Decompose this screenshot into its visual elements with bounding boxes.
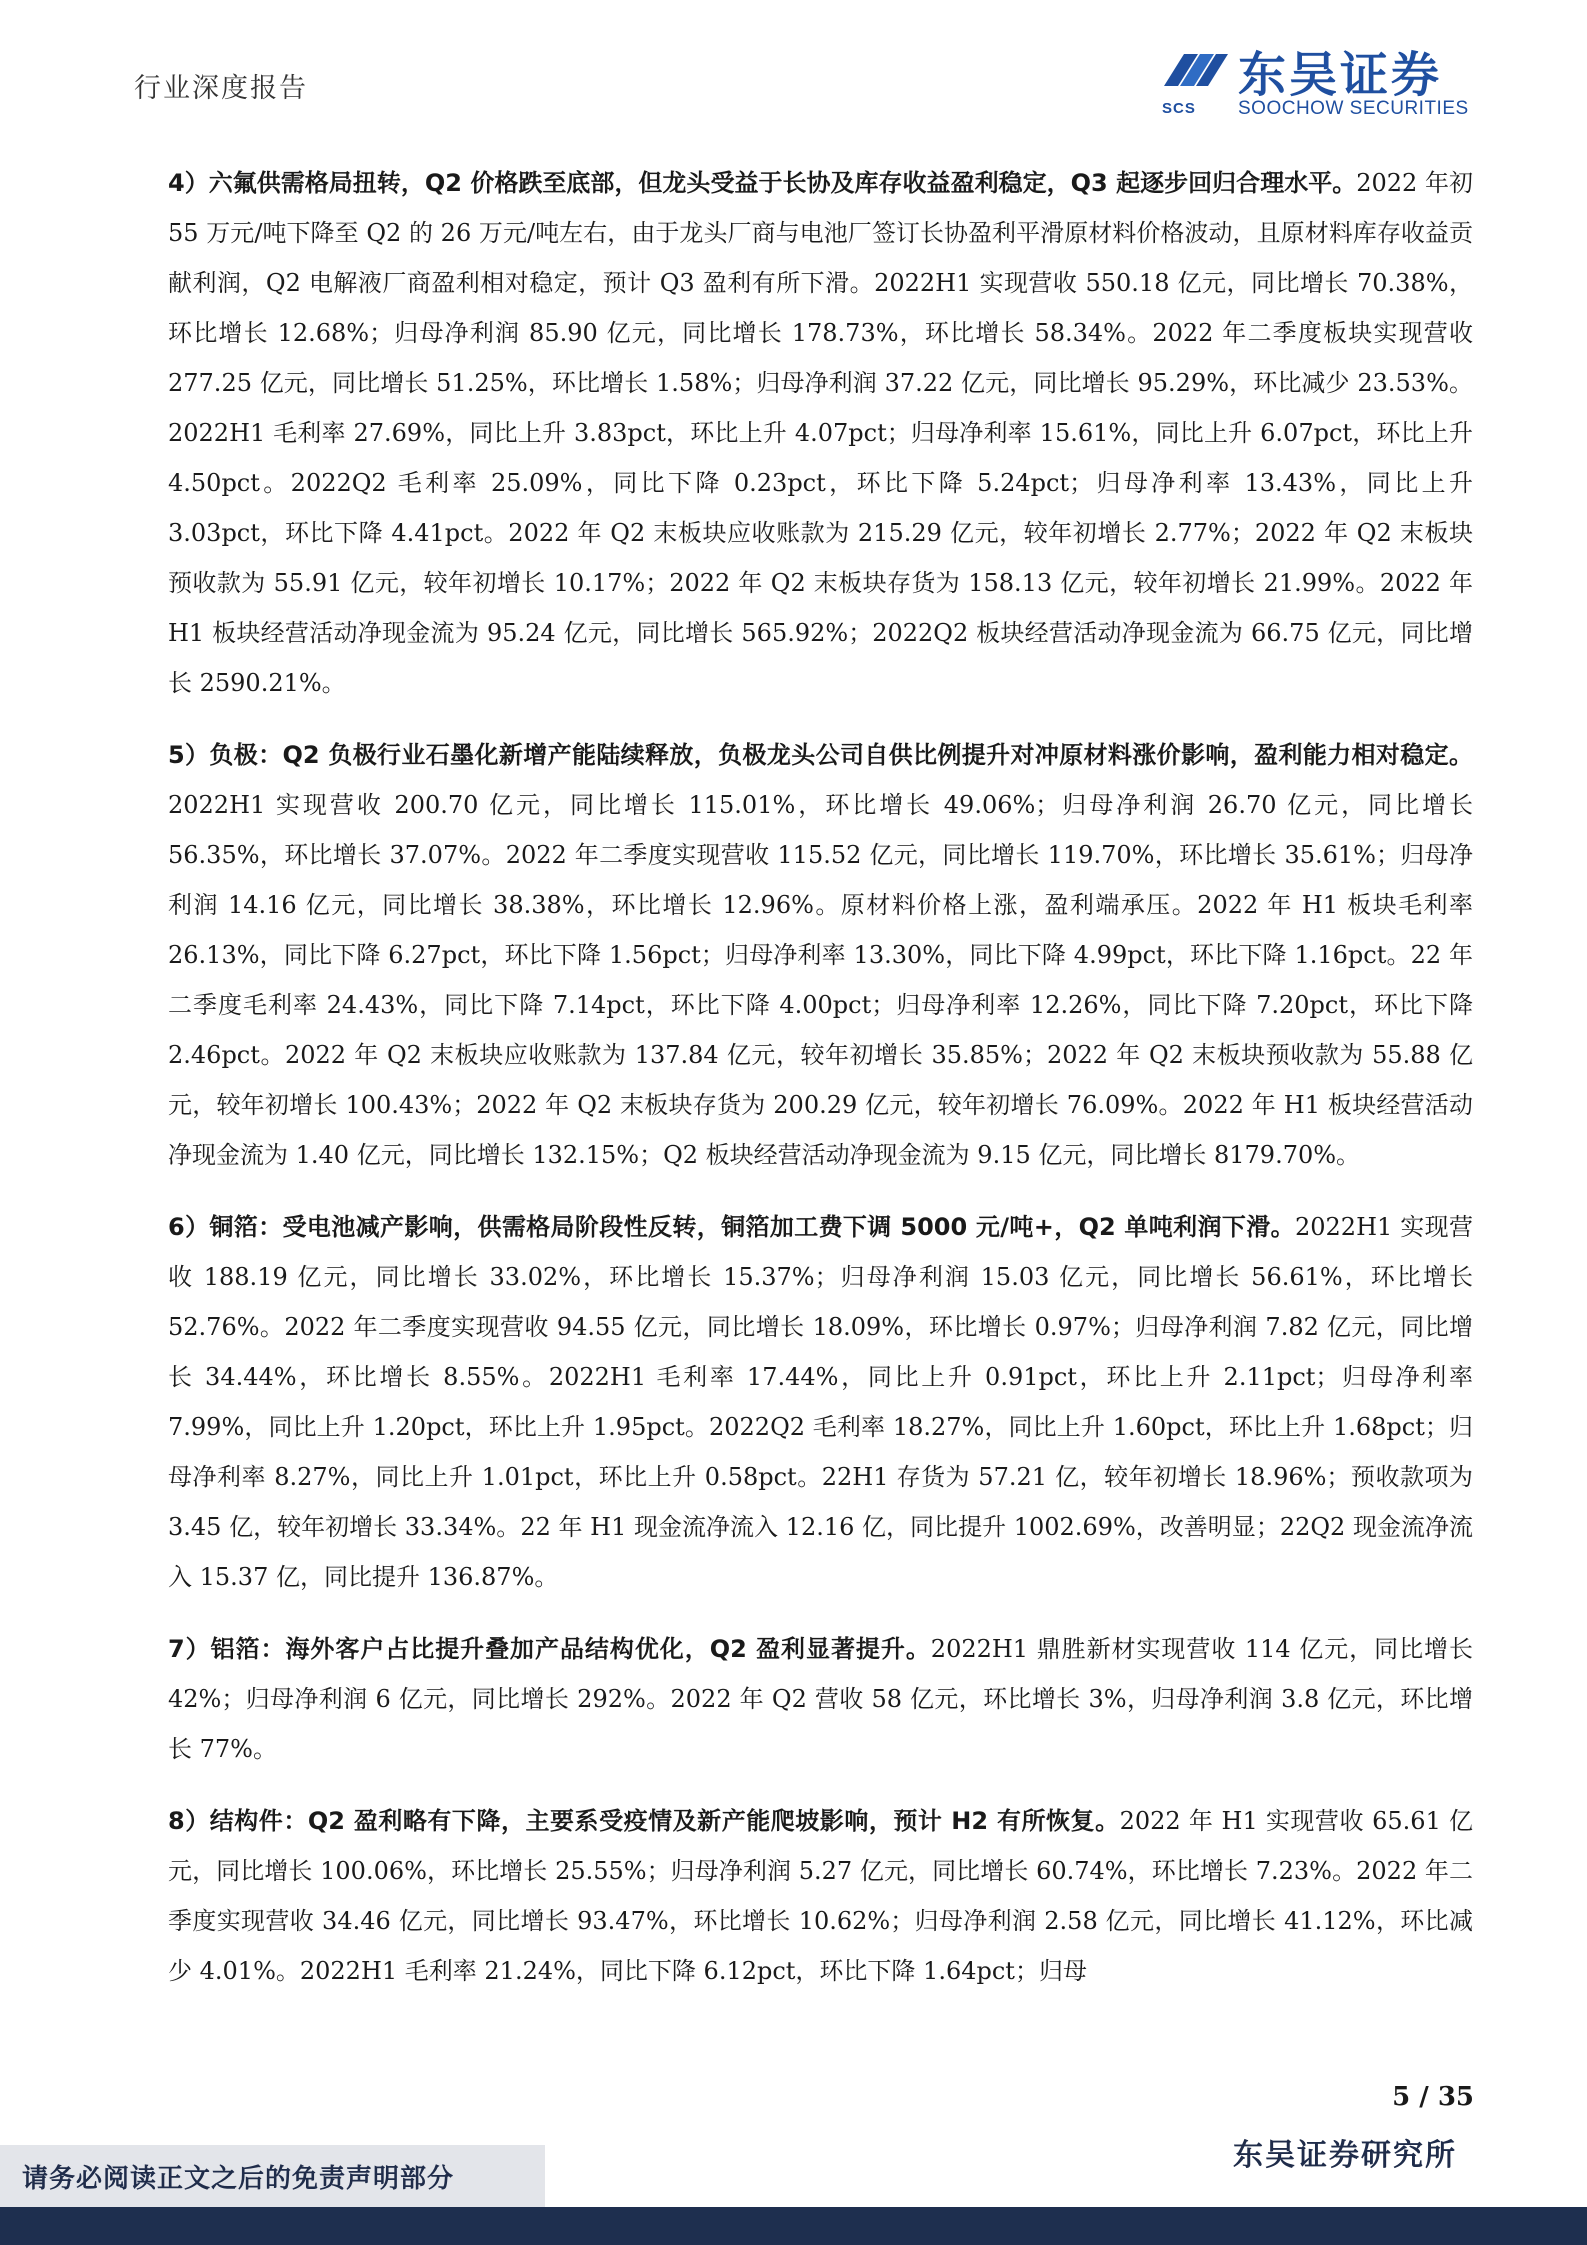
section-text: 2022 年 H1 实现营收 65.61 亿元，同比增长 100.06%，环比增长 25.55%；归母净利润 5.27 亿元，同比增长 60.74%，环比增长 7.23%。2022 年二季度实现营收 34.46 亿元，同比增长 93.47%，环比增长 10.62%；归母净利润 2.58 亿元，同比增长 41.12%，环比减少 4.01%。2022H1 毛利率 21.24%，同比下降 6.12pct，环比下降 1.64pct；归母 [168, 1807, 1473, 1985]
footer-bar [0, 2207, 1587, 2245]
disclaimer-note: 请务必阅读正文之后的免责声明部分 [22, 2164, 455, 2194]
section-heading: 5）负极：Q2 负极行业石墨化新增产能陆续释放，负极龙头公司自供比例提升对冲原材料涨价影响，盈利能力相对稳定。 [168, 741, 1473, 769]
scs-emblem-icon [1158, 46, 1232, 102]
company-logo [1158, 46, 1470, 126]
section-copper-foil [168, 1202, 1473, 1602]
page-number: 5 / 35 [1392, 2082, 1474, 2112]
institute-name: 东吴证券研究所 [1233, 2138, 1457, 2173]
section-anode [168, 730, 1473, 1180]
report-body [168, 158, 1473, 2018]
logo-chinese-name: 东吴证券 [1238, 47, 1443, 103]
logo-english-name: SOOCHOW SECURITIES [1238, 98, 1469, 119]
section-structural-parts [168, 1796, 1473, 1996]
section-text: 2022H1 鼎胜新材实现营收 114 亿元，同比增长 42%；归母净利润 6 亿元，同比增长 292%。2022 年 Q2 营收 58 亿元，环比增长 3%，归母净利润 3.8 亿元，环比增长 77%。 [168, 1635, 1473, 1763]
report-type-label: 行业深度报告 [134, 73, 308, 104]
section-text: 2022H1 实现营收 188.19 亿元，同比增长 33.02%，环比增长 15.37%；归母净利润 15.03 亿元，同比增长 56.61%，环比增长 52.76%。2022 年二季度实现营收 94.55 亿元，同比增长 18.09%，环比增长 0.97%；归母净利润 7.82 亿元，同比增长 34.44%，环比增长 8.55%。2022H1 毛利率 17.44%，同比上升 0.91pct，环比上升 2.11pct；归母净利率 7.99%，同比上升 1.20pct，环比上升 1.95pct。2022Q2 毛利率 18.27%，同比上升 1.60pct，环比上升 1.68pct；归母净利率 8.27%，同比上升 1.01pct，环比上升 0.58pct。22H1 存货为 57.21 亿，较年初增长 18.96%；预收款项为 3.45 亿，较年初增长 33.34%。22 年 H1 现金流净流入 12.16 亿，同比提升 1002.69%，改善明显；22Q2 现金流净流入 15.37 亿，同比提升 136.87%。 [168, 1213, 1474, 1591]
section-heading: 8）结构件：Q2 盈利略有下降，主要系受疫情及新产能爬坡影响，预计 H2 有所恢复。 [168, 1807, 1120, 1835]
logo-abbr: SCS [1162, 100, 1196, 117]
section-heading: 6）铜箔：受电池减产影响，供需格局阶段性反转，铜箔加工费下调 5000 元/吨+，Q2 单吨利润下滑。 [168, 1213, 1295, 1241]
section-text: 2022 年初 55 万元/吨下降至 Q2 的 26 万元/吨左右，由于龙头厂商与电池厂签订长协盈利平滑原材料价格波动，且原材料库存收益贡献利润，Q2 电解液厂商盈利相对稳定，预计 Q3 盈利有所下滑。2022H1 实现营收 550.18 亿元，同比增长 70.38%，环比增长 12.68%；归母净利润 85.90 亿元，同比增长 178.73%，环比增长 58.34%。2022 年二季度板块实现营收 277.25 亿元，同比增长 51.25%，环比增长 1.58%；归母净利润 37.22 亿元，同比增长 95.29%，环比减少 23.53%。2022H1 毛利率 27.69%，同比上升 3.83pct，环比上升 4.07pct；归母净利率 15.61%，同比上升 6.07pct，环比上升 4.50pct。2022Q2 毛利率 25.09%，同比下降 0.23pct，环比下降 5.24pct；归母净利率 13.43%，同比上升 3.03pct，环比下降 4.41pct。2022 年 Q2 末板块应收账款为 215.29 亿元，较年初增长 2.77%；2022 年 Q2 末板块预收款为 55.91 亿元，较年初增长 10.17%；2022 年 Q2 末板块存货为 158.13 亿元，较年初增长 21.99%。2022 年 H1 板块经营活动净现金流为 95.24 亿元，同比增长 565.92%；2022Q2 板块经营活动净现金流为 66.75 亿元，同比增长 2590.21%。 [168, 169, 1473, 697]
section-hexafluoride [168, 158, 1473, 708]
section-text: 2022H1 实现营收 200.70 亿元，同比增长 115.01%，环比增长 49.06%；归母净利润 26.70 亿元，同比增长 56.35%，环比增长 37.07%。2022 年二季度实现营收 115.52 亿元，同比增长 119.70%，环比增长 35.61%；归母净利润 14.16 亿元，同比增长 38.38%，环比增长 12.96%。原材料价格上涨，盈利端承压。2022 年 H1 板块毛利率 26.13%，同比下降 6.27pct，环比下降 1.56pct；归母净利率 13.30%，同比下降 4.99pct，环比下降 1.16pct。22 年二季度毛利率 24.43%，同比下降 7.14pct，环比下降 4.00pct；归母净利率 12.26%，同比下降 7.20pct，环比下降 2.46pct。2022 年 Q2 末板块应收账款为 137.84 亿元，较年初增长 35.85%；2022 年 Q2 末板块预收款为 55.88 亿元，较年初增长 100.43%；2022 年 Q2 末板块存货为 200.29 亿元，较年初增长 76.09%。2022 年 H1 板块经营活动净现金流为 1.40 亿元，同比增长 132.15%；Q2 板块经营活动净现金流为 9.15 亿元，同比增长 8179.70%。 [168, 791, 1473, 1169]
section-aluminum-foil [168, 1624, 1473, 1774]
section-heading: 4）六氟供需格局扭转，Q2 价格跌至底部，但龙头受益于长协及库存收益盈利稳定，Q3 起逐步回归合理水平。 [168, 169, 1357, 197]
section-heading: 7）铝箔：海外客户占比提升叠加产品结构优化，Q2 盈利显著提升。 [168, 1635, 931, 1663]
